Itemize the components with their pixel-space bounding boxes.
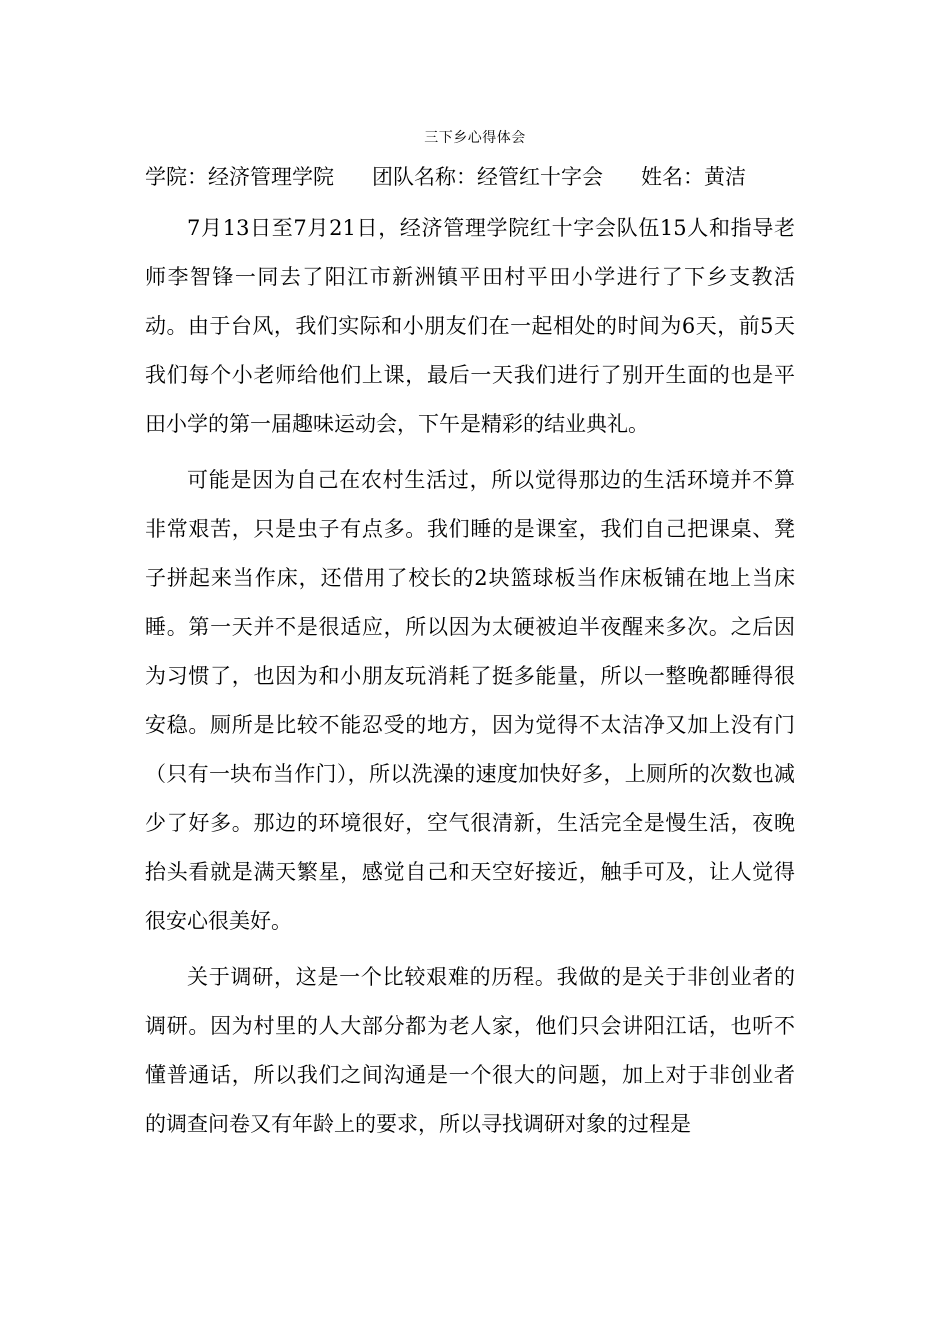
paragraph-2: 可能是因为自己在农村生活过，所以觉得那边的生活环境并不算非常艰苦，只是虫子有点多。我们睡的是课室，我们自己把课桌、凳子拼起来当作床，还借用了校长的2块篮球板当作床板铺在地上当床睡。第一天并不是很适应，所以因为太硬被迫半夜醒来多次。之后因为习惯了，也因为和小朋友玩消耗了挺多能量，所以一整晚都睡得很安稳。厕所是比较不能忍受的地方，因为觉得不太洁净又加上没有门（只有一块布当作门），所以洗澡的速度加快好多，上厕所的次数也减少了好多。那边的环境很好，空气很清新，生活完全是慢生活，夜晚抬头看就是满天繁星，感觉自己和天空好接近，触手可及，让人觉得很安心很美好。 [145,468,795,933]
paragraph-3: 关于调研，这是一个比较艰难的历程。我做的是关于非创业者的调研。因为村里的人大部分都为老人家，他们只会讲阳江话，也听不懂普通话，所以我们之间沟通是一个很大的问题，加上对于非创业者的调查问卷又有年龄上的要求，所以寻找调研对象的过程是 [145,965,795,1136]
meta-college: 学院：经济管理学院 [145,165,334,189]
document-title: 三下乡心得体会 [424,130,526,146]
paragraph-1: 7月13日至7月21日，经济管理学院红十字会队伍15人和指导老师李智锋一同去了阳江市新洲镇平田村平田小学进行了下乡支教活动。由于台风，我们实际和小朋友们在一起相处的时间为6天，前5天我们每个小老师给他们上课，最后一天我们进行了别开生面的也是平田小学的第一届趣味运动会，下午是精彩的结业典礼。 [145,216,795,436]
meta-team: 团队名称：经管红十字会 [372,165,603,189]
document-meta [145,160,825,194]
meta-name: 姓名：黄洁 [641,165,746,189]
document-body [145,204,795,1149]
